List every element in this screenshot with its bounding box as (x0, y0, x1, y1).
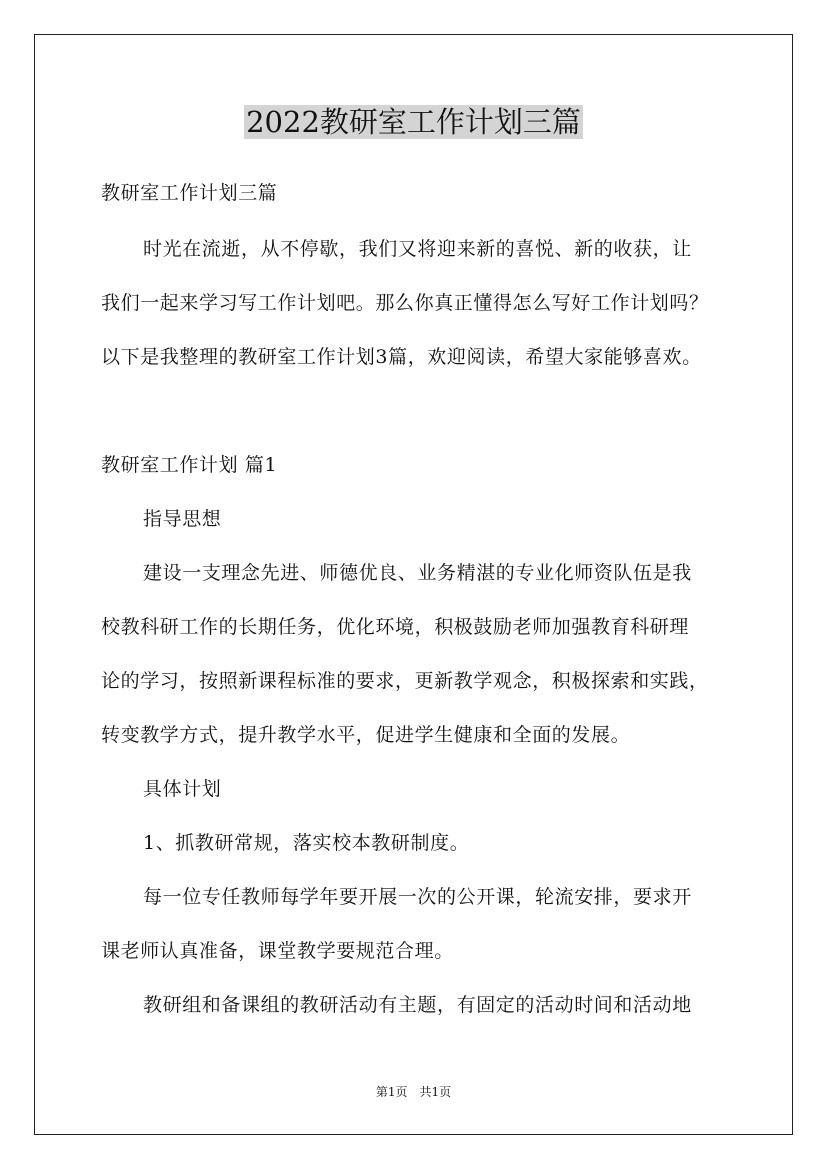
document-title (0, 101, 827, 143)
paragraph-line: 转变教学方式，提升教学水平，促进学生健康和全面的发展。 (101, 724, 631, 746)
section-heading: 教研室工作计划 篇1 (101, 454, 278, 476)
document-title-text: 2022教研室工作计划三篇 (246, 105, 581, 139)
paragraph-line: 建设一支理念先进、师德优良、业务精湛的专业化师资队伍是我 (143, 562, 692, 584)
paragraph-line: 1、抓教研常规，落实校本教研制度。 (143, 832, 470, 854)
paragraph-line: 课老师认真准备，课堂教学要规范合理。 (101, 940, 454, 962)
paragraph-line: 时光在流逝，从不停歇，我们又将迎来新的喜悦、新的收获，让 (143, 238, 692, 260)
paragraph-line: 以下是我整理的教研室工作计划3篇，欢迎阅读，希望大家能够喜欢。 (101, 346, 702, 368)
subheading-line: 具体计划 (143, 778, 222, 800)
paragraph-line: 教研组和备课组的教研活动有主题，有固定的活动时间和活动地 (143, 994, 692, 1016)
subheading-line: 指导思想 (143, 508, 222, 530)
paragraph-line: 校教科研工作的长期任务，优化环境，积极鼓励老师加强教育科研理 (101, 616, 690, 638)
page-footer: 第1页 共1页 (375, 1085, 452, 1099)
paragraph-line: 论的学习，按照新课程标准的要求，更新教学观念，积极探索和实践， (101, 670, 709, 692)
subtitle-line: 教研室工作计划三篇 (101, 182, 278, 204)
paragraph-line: 我们一起来学习写工作计划吧。那么你真正懂得怎么写好工作计划吗？ (101, 292, 709, 314)
paragraph-line: 每一位专任教师每学年要开展一次的公开课，轮流安排，要求开 (143, 886, 692, 908)
